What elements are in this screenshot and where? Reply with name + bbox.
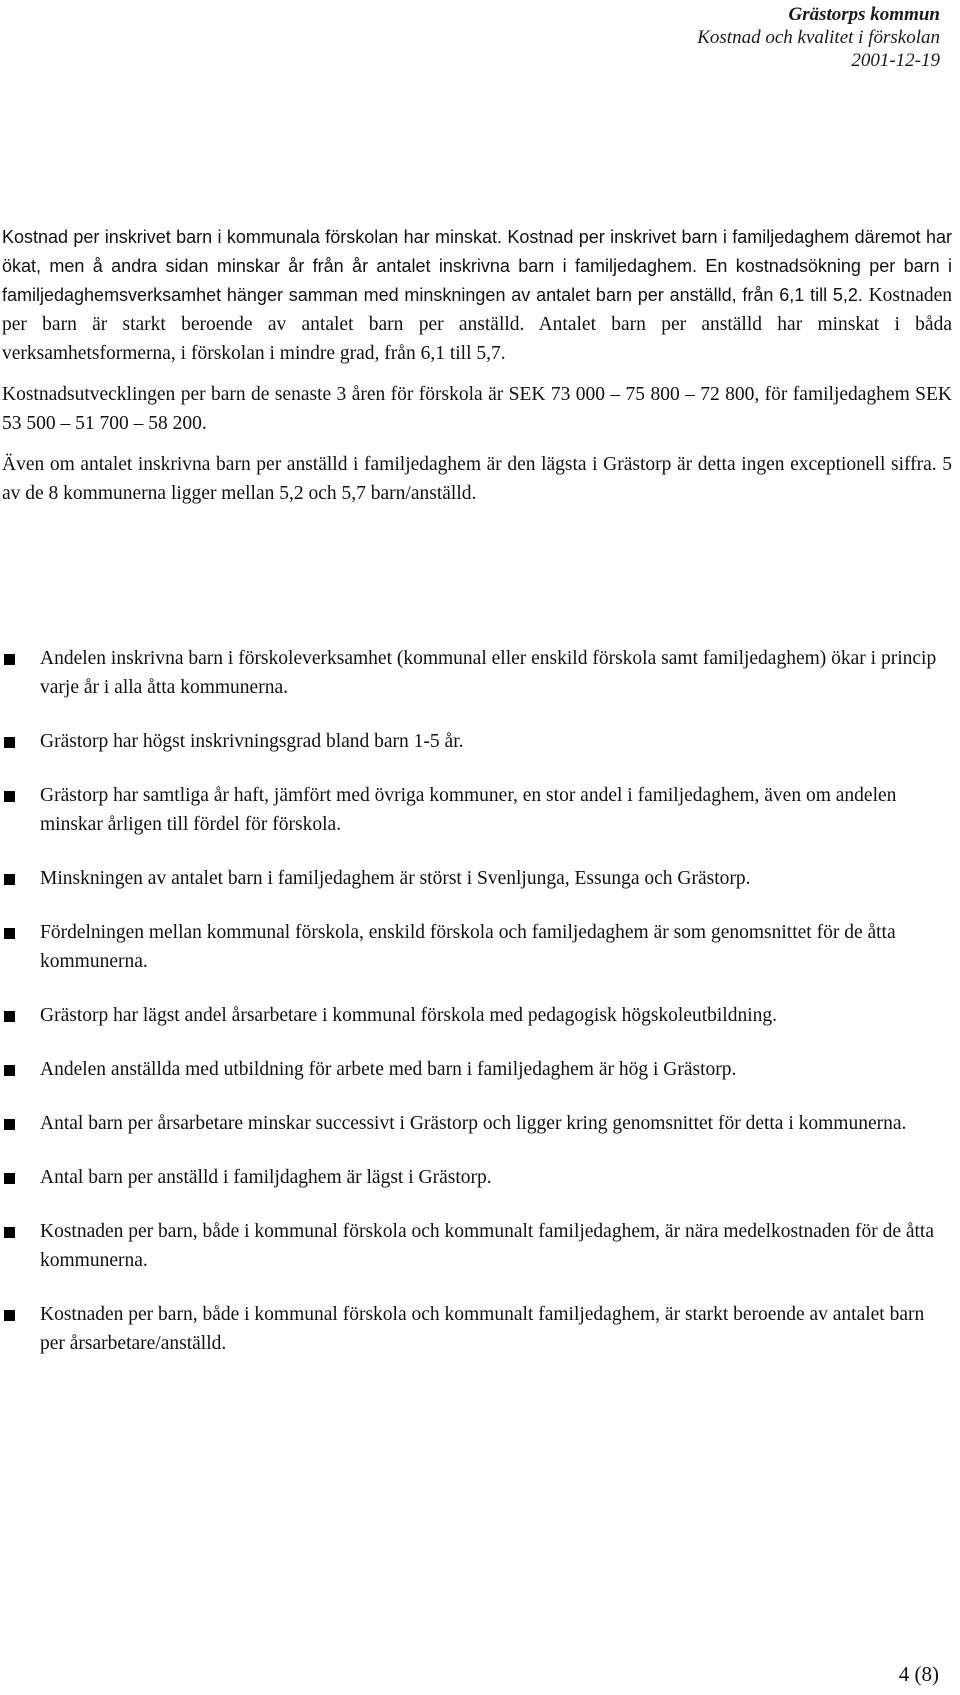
- square-bullet-icon: [4, 654, 15, 665]
- header-subtitle: Kostnad och kvalitet i förskolan: [697, 27, 940, 48]
- square-bullet-icon: [4, 1011, 15, 1022]
- paragraph-children-per-staff: Även om antalet inskrivna barn per anställd i familjedaghem är den lägsta i Grästorp är detta ingen exceptionell siffra. 5 av de 8 kommunerna ligger mellan 5,2 och 5,7 barn/anställd.: [2, 454, 952, 504]
- square-bullet-icon: [4, 791, 15, 802]
- square-bullet-icon: [4, 1310, 15, 1321]
- list-item-text: Grästorp har lägst andel årsarbetare i kommunal förskola med pedagogisk högskoleutbildning.: [40, 1005, 778, 1026]
- list-item: [0, 1300, 940, 1358]
- list-item-text: Grästorp har samtliga år haft, jämfört med övriga kommuner, en stor andel i familjedaghem, även om andelen minskar årligen till fördel för förskola.: [40, 785, 897, 835]
- list-item: [0, 1163, 940, 1192]
- summary-bullet-list: [0, 644, 960, 1383]
- square-bullet-icon: [4, 1065, 15, 1076]
- list-item-text: Kostnaden per barn, både i kommunal förskola och kommunalt familjedaghem, är starkt beroende av antalet barn per årsarbetare/anställd.: [40, 1304, 925, 1354]
- list-item: [0, 727, 940, 756]
- list-item-text: Kostnaden per barn, både i kommunal förskola och kommunalt familjedaghem, är nära medelkostnaden för de åtta kommunerna.: [40, 1221, 934, 1271]
- list-item: [0, 1055, 940, 1084]
- paragraph-serif-part: Kostnaden per barn är starkt beroende av antalet barn per anställd. Antalet barn per anställd har minskat i båda verksamhetsformerna, i förskolan i mindre grad, från 6,1 till 5,7.: [2, 285, 953, 364]
- list-item: [0, 1001, 940, 1030]
- list-item-text: Andelen inskrivna barn i förskoleverksamhet (kommunal eller enskild förskola samt familjedaghem) ökar i princip varje år i alla åtta kommunerna.: [40, 648, 937, 698]
- list-item-text: Antal barn per årsarbetare minskar successivt i Grästorp och ligger kring genomsnittet för detta i kommunerna.: [40, 1113, 907, 1134]
- square-bullet-icon: [4, 737, 15, 748]
- list-item: [0, 1217, 940, 1275]
- list-item: [0, 781, 940, 839]
- list-item: [0, 864, 940, 893]
- square-bullet-icon: [4, 1119, 15, 1130]
- header-date: 2001-12-19: [851, 50, 940, 71]
- page-header: [697, 3, 940, 72]
- list-item-text: Andelen anställda med utbildning för arbete med barn i familjedaghem är hög i Grästorp.: [40, 1059, 737, 1080]
- header-organization: Grästorps kommun: [788, 4, 940, 25]
- square-bullet-icon: [4, 874, 15, 885]
- list-item: [0, 918, 940, 976]
- page-number: 4 (8): [898, 1662, 939, 1686]
- paragraph-cost-development: Kostnadsutvecklingen per barn de senaste 3 åren för förskola är SEK 73 000 – 75 800 – 72 800, för familjedaghem SEK 53 500 – 51 700 – 58 200.: [2, 384, 952, 434]
- list-item-text: Minskningen av antalet barn i familjedaghem är störst i Svenljunga, Essunga och Grästorp.: [40, 868, 751, 889]
- list-item-text: Fördelningen mellan kommunal förskola, enskild förskola och familjedaghem är som genomsnittet för de åtta kommunerna.: [40, 922, 896, 972]
- list-item-text: Antal barn per anställd i familjdaghem är lägst i Grästorp.: [40, 1167, 492, 1188]
- list-item: [0, 644, 940, 702]
- paragraph-sans-part: Kostnad per inskrivet barn i kommunala förskolan har minskat. Kostnad per inskrivet barn i familjedaghem däremot har ökat, men å andra sidan minskar år från år antalet inskrivna barn i familjedaghem. En kostnadsökning per barn i familjedaghemsverksamhet hänger samman med minskningen av antalet barn per anställd, från 6,1 till 5,2.: [2, 227, 952, 305]
- square-bullet-icon: [4, 928, 15, 939]
- list-item-text: Grästorp har högst inskrivningsgrad bland barn 1-5 år.: [40, 731, 464, 752]
- body-text: [2, 223, 952, 508]
- list-item: [0, 1109, 940, 1138]
- square-bullet-icon: [4, 1227, 15, 1238]
- paragraph-cost-per-child: [2, 223, 952, 368]
- square-bullet-icon: [4, 1173, 15, 1184]
